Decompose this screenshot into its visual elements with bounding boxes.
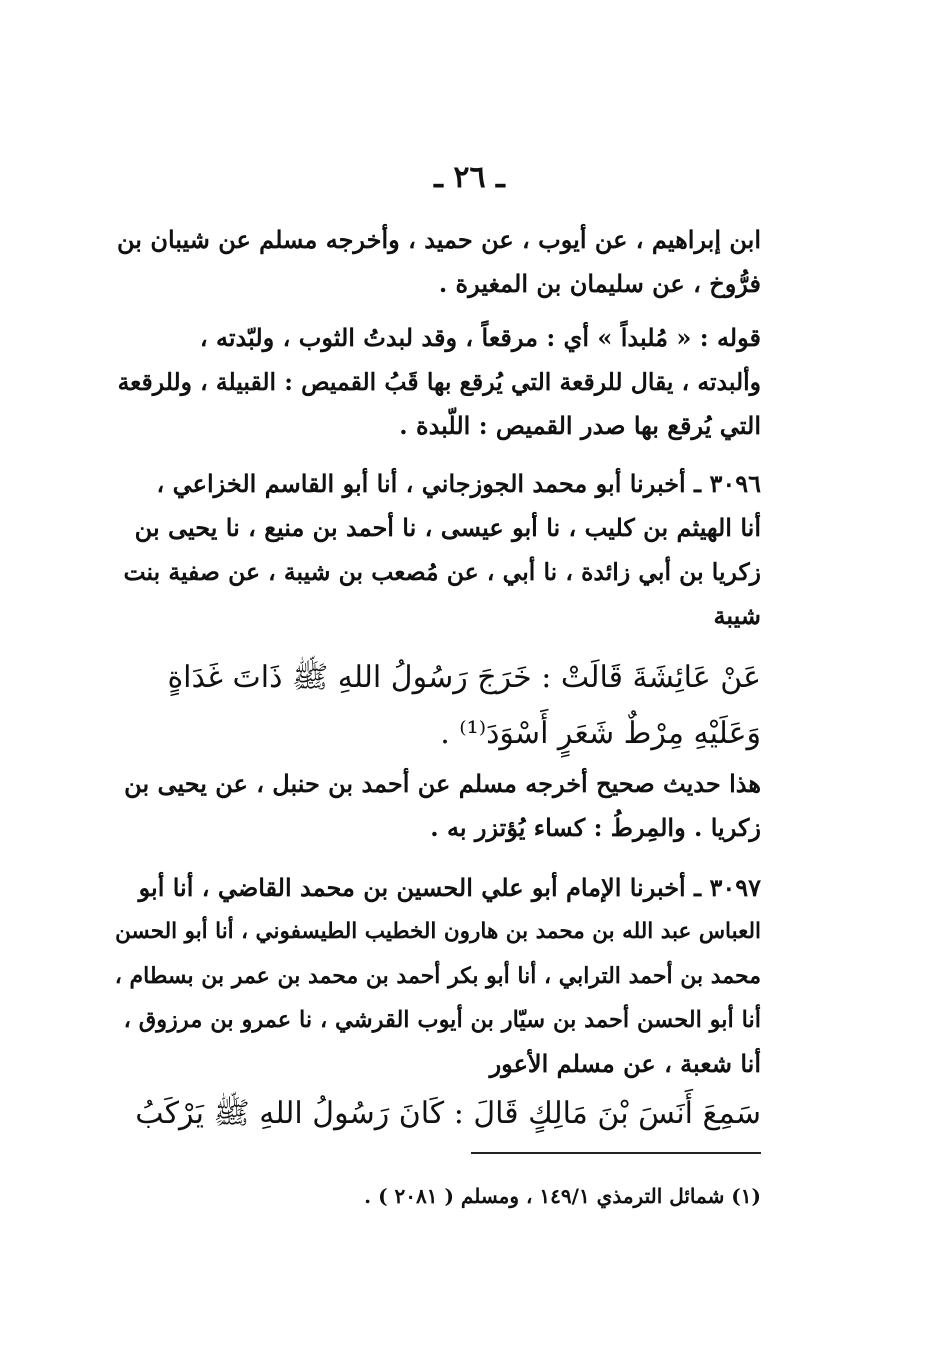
- text-line: أنا أبو الحسن أحمد بن سيّار بن أيوب القرشي ، نا عمرو بن مرزوق ،: [123, 1007, 761, 1033]
- hadith-line: عَنْ عَائِشَةَ قَالَتْ : خَرَجَ رَسُولُ اللهِ ﷺ ذَاتَ غَدَاةٍ: [167, 660, 761, 695]
- paragraph-isnad-end: [111, 218, 761, 306]
- hadith-text-anas: [111, 1086, 761, 1142]
- text-line: العباس عبد الله بن محمد بن هارون الخطيب الطيسفوني ، أنا أبو الحسن: [115, 919, 761, 944]
- paragraph-explanation: [111, 316, 761, 448]
- footnote-divider: [471, 1152, 761, 1154]
- hadith-line: وَعَلَيْهِ مِرْطٌ شَعَرٍ أَسْوَدَ⁽¹⁾ .: [440, 716, 761, 751]
- text-line: ٣٠٩٦ ـ أخبرنا أبو محمد الجوزجاني ، أنا أبو القاسم الخزاعي ،: [156, 469, 761, 498]
- hadith-line: سَمِعَ أَنَسَ بْنَ مَالِكٍ قَالَ : كَانَ رَسُولُ اللهِ ﷺ يَرْكَبُ: [135, 1096, 761, 1131]
- text-line: أنا شعبة ، عن مسلم الأعور: [489, 1049, 761, 1078]
- text-line: أنا الهيثم بن كليب ، نا أبو عيسى ، نا أحمد بن منيع ، نا يحيى بن: [134, 513, 761, 542]
- text-line: التي يُرقع بها صدر القميص : اللّبدة .: [399, 411, 761, 440]
- hadith-text-aisha: [111, 650, 761, 762]
- text-line: زكريا . والمِرطُ : كساء يُؤتزر به .: [430, 813, 761, 842]
- text-line: قوله : « مُلبداً » أي : مرقعاً ، وقد لبدتُ الثوب ، ولبّدته ،: [199, 323, 761, 352]
- paragraph-isnad-3097: [111, 866, 761, 1086]
- text-line: هذا حديث صحيح أخرجه مسلم عن أحمد بن حنبل ، عن يحيى بن: [124, 769, 761, 798]
- paragraph-grading: [111, 762, 761, 850]
- text-line: زكريا بن أبي زائدة ، نا أبي ، عن مُصعب بن شيبة ، عن صفية بنت: [123, 558, 761, 586]
- text-line: شيبة: [713, 601, 761, 630]
- text-line: ابن إبراهيم ، عن أيوب ، عن حميد ، وأخرجه مسلم عن شيبان بن: [117, 225, 761, 254]
- text-line: فرُّوخ ، عن سليمان بن المغيرة .: [438, 269, 761, 298]
- footnote: (١) شمائل الترمذي ١٤٩/١ ، ومسلم ( ٢٠٨١ ) .: [364, 1184, 761, 1208]
- text-line: ٣٠٩٧ ـ أخبرنا الإمام أبو علي الحسين بن محمد القاضي ، أنا أبو: [138, 873, 761, 902]
- text-line: وألبدته ، يقال للرقعة التي يُرقع بها قَبُ القميص : القبيلة ، وللرقعة: [117, 368, 761, 396]
- paragraph-isnad-3096: [111, 462, 761, 638]
- text-line: محمد بن أحمد الترابي ، أنا أبو بكر أحمد بن محمد بن عمر بن بسطام ،: [114, 963, 761, 989]
- page-number: ـ ٢٦ ـ: [434, 160, 505, 195]
